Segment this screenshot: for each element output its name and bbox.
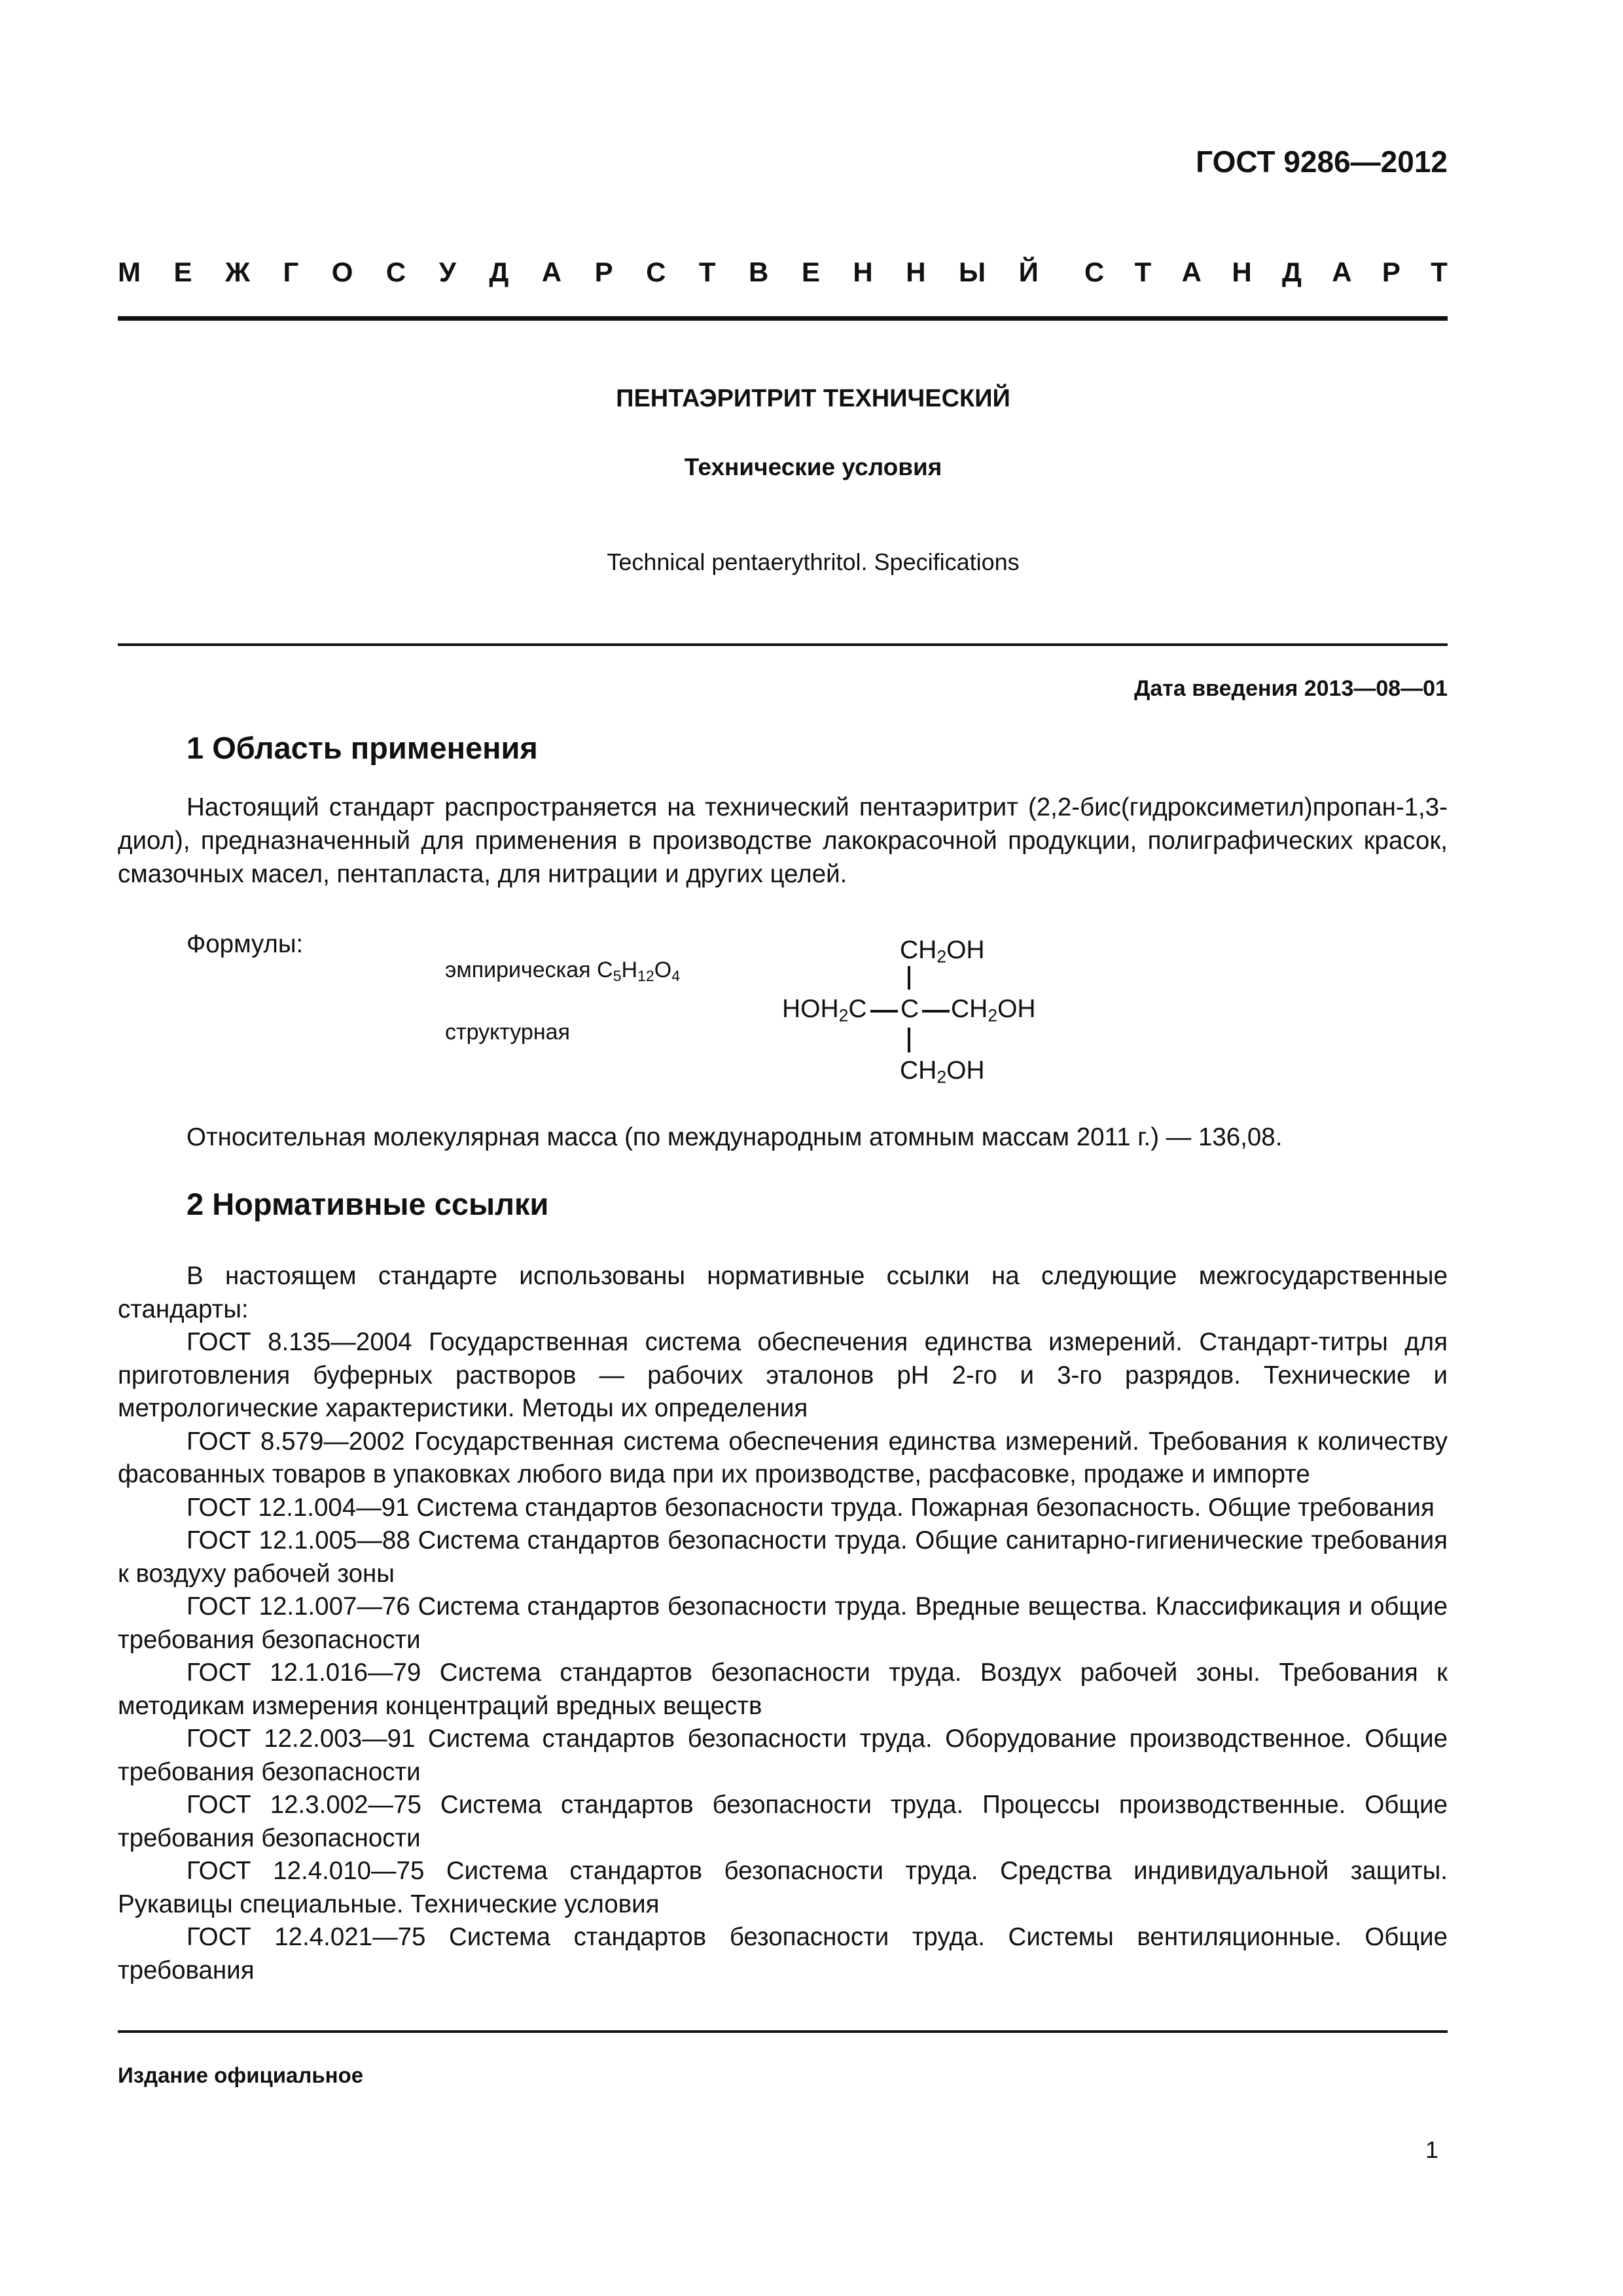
edition-note: Издание официальное [118, 2063, 364, 2087]
formula-label: Формулы: [187, 930, 304, 958]
reference-item: ГОСТ 12.1.016—79 Система стандартов безопасности труда. Воздух рабочей зоны. Требования к методикам измерения концентраций вредных веществ [118, 1659, 1448, 1720]
reference-item: ГОСТ 12.3.002—75 Система стандартов безопасности труда. Процессы производственные. Общие требования безопасности [118, 1791, 1448, 1852]
reference-item: ГОСТ 12.1.005—88 Система стандартов безопасности труда. Общие санитарно-гигиенические требования к воздуху рабочей зоны [118, 1526, 1448, 1588]
banner-letter: Н [906, 257, 926, 287]
reference-item: ГОСТ 12.2.003—91 Система стандартов безопасности труда. Оборудование производственное. Общие требования безопасности [118, 1725, 1448, 1786]
empirical-label: эмпирическая [445, 958, 591, 982]
document-title-en: Technical pentaerythritol. Specifications [607, 548, 1020, 575]
struct-bond-left [870, 1010, 898, 1013]
reference-item: ГОСТ 12.1.004—91 Система стандартов безопасности труда. Пожарная безопасность. Общие требования [187, 1493, 1435, 1522]
empirical-formula: эмпирическая $C_5H_{12}O_4$ [445, 958, 681, 984]
banner-letter: Ж [224, 257, 250, 287]
page-number: 1 [1425, 2136, 1438, 2163]
banner-letter: Е [173, 257, 192, 287]
document-subtitle: Технические условия [684, 454, 942, 480]
banner-letter: М [118, 257, 141, 287]
banner-letter: Д [489, 257, 509, 287]
section-2-heading: 2 Нормативные ссылки [187, 1187, 549, 1221]
struct-right-group: $CH_2OH$ [951, 995, 1036, 1026]
banner-letter: Т [1134, 257, 1152, 287]
struct-left-group: $HOH_2C$ [782, 995, 867, 1026]
document-title: ПЕНТАЭРИТРИТ ТЕХНИЧЕСКИЙ [616, 385, 1010, 412]
reference-item: ГОСТ 8.135—2004 Государственная система обеспечения единства измерений. Стандарт-титры для приготовления буферных растворов — рабочих эталонов рН 2-го и 3-го разрядов. Технические и метрологические характеристики. Методы их определения [118, 1328, 1448, 1422]
reference-item: ГОСТ 12.1.007—76 Система стандартов безопасности труда. Вредные вещества. Классификация и общие требования безопасности [118, 1592, 1448, 1654]
banner-letter: С [1084, 257, 1105, 287]
banner-letter: А [541, 257, 562, 287]
banner-letter: Е [801, 257, 820, 287]
banner-letter: Т [698, 257, 716, 287]
footer-rule [118, 2030, 1448, 2033]
struct-center-carbon: C [901, 995, 919, 1023]
banner-letter: У [438, 257, 456, 287]
banner-letter: В [749, 257, 769, 287]
banner-letter: Д [1282, 257, 1302, 287]
banner-letter: С [385, 257, 406, 287]
title-rule [118, 643, 1448, 646]
section-1-heading: 1 Область применения [187, 730, 538, 765]
banner-letter: С [646, 257, 666, 287]
struct-top-group: $CH_2OH$ [900, 936, 985, 967]
structural-formula [782, 936, 1057, 1106]
banner-letter: А [1332, 257, 1352, 287]
molar-mass: Относительная молекулярная масса (по международным атомным массам 2011 г.) — 136,08. [187, 1123, 1283, 1151]
banner-letter: Т [1431, 257, 1448, 287]
banner-letter: Й [1018, 257, 1039, 287]
standard-banner [118, 257, 1448, 288]
struct-bond-top [908, 966, 910, 990]
banner-word-standard [1084, 257, 1448, 288]
struct-bond-bottom [908, 1028, 910, 1052]
banner-letter: Н [1232, 257, 1252, 287]
introduction-date: Дата введения 2013—08—01 [1134, 676, 1448, 701]
struct-bond-right [922, 1010, 950, 1013]
banner-letter: Н [853, 257, 873, 287]
structural-label: структурная [445, 1020, 570, 1045]
gost-code: ГОСТ 9286—2012 [1196, 145, 1448, 179]
banner-letter: А [1181, 257, 1202, 287]
banner-letter: Р [1382, 257, 1400, 287]
section-1-paragraph [118, 791, 1448, 891]
reference-item: ГОСТ 8.579—2002 Государственная система обеспечения единства измерений. Требования к количеству фасованных товаров в упаковках любого вида при их производстве, расфасовке, продаже и импорте [118, 1427, 1448, 1488]
references-intro: В настоящем стандарте использованы нормативные ссылки на следующие межгосударственные стандарты: [118, 1262, 1448, 1323]
struct-bottom-group: $CH_2OH$ [900, 1056, 985, 1087]
banner-letter: Ы [959, 257, 986, 287]
header-rule [118, 316, 1448, 321]
banner-letter: Г [283, 257, 299, 287]
banner-letter: О [331, 257, 353, 287]
banner-word-interstate [118, 257, 1039, 288]
reference-item: ГОСТ 12.4.010—75 Система стандартов безопасности труда. Средства индивидуальной защиты. Рукавицы специальные. Технические условия [118, 1857, 1448, 1918]
normative-references [118, 1260, 1448, 1987]
reference-item: ГОСТ 12.4.021—75 Система стандартов безопасности труда. Системы вентиляционные. Общие требования [118, 1923, 1448, 1984]
banner-letter: Р [594, 257, 613, 287]
section-1-text: Настоящий стандарт распространяется на технический пентаэритрит (2,2-бис(гидроксиметил)пропан-1,3-диол), предназначенный для применения в производстве лакокрасочной продукции, полиграфических красок, смазочных масел, пентапласта, для нитрации и других целей. [118, 793, 1448, 888]
